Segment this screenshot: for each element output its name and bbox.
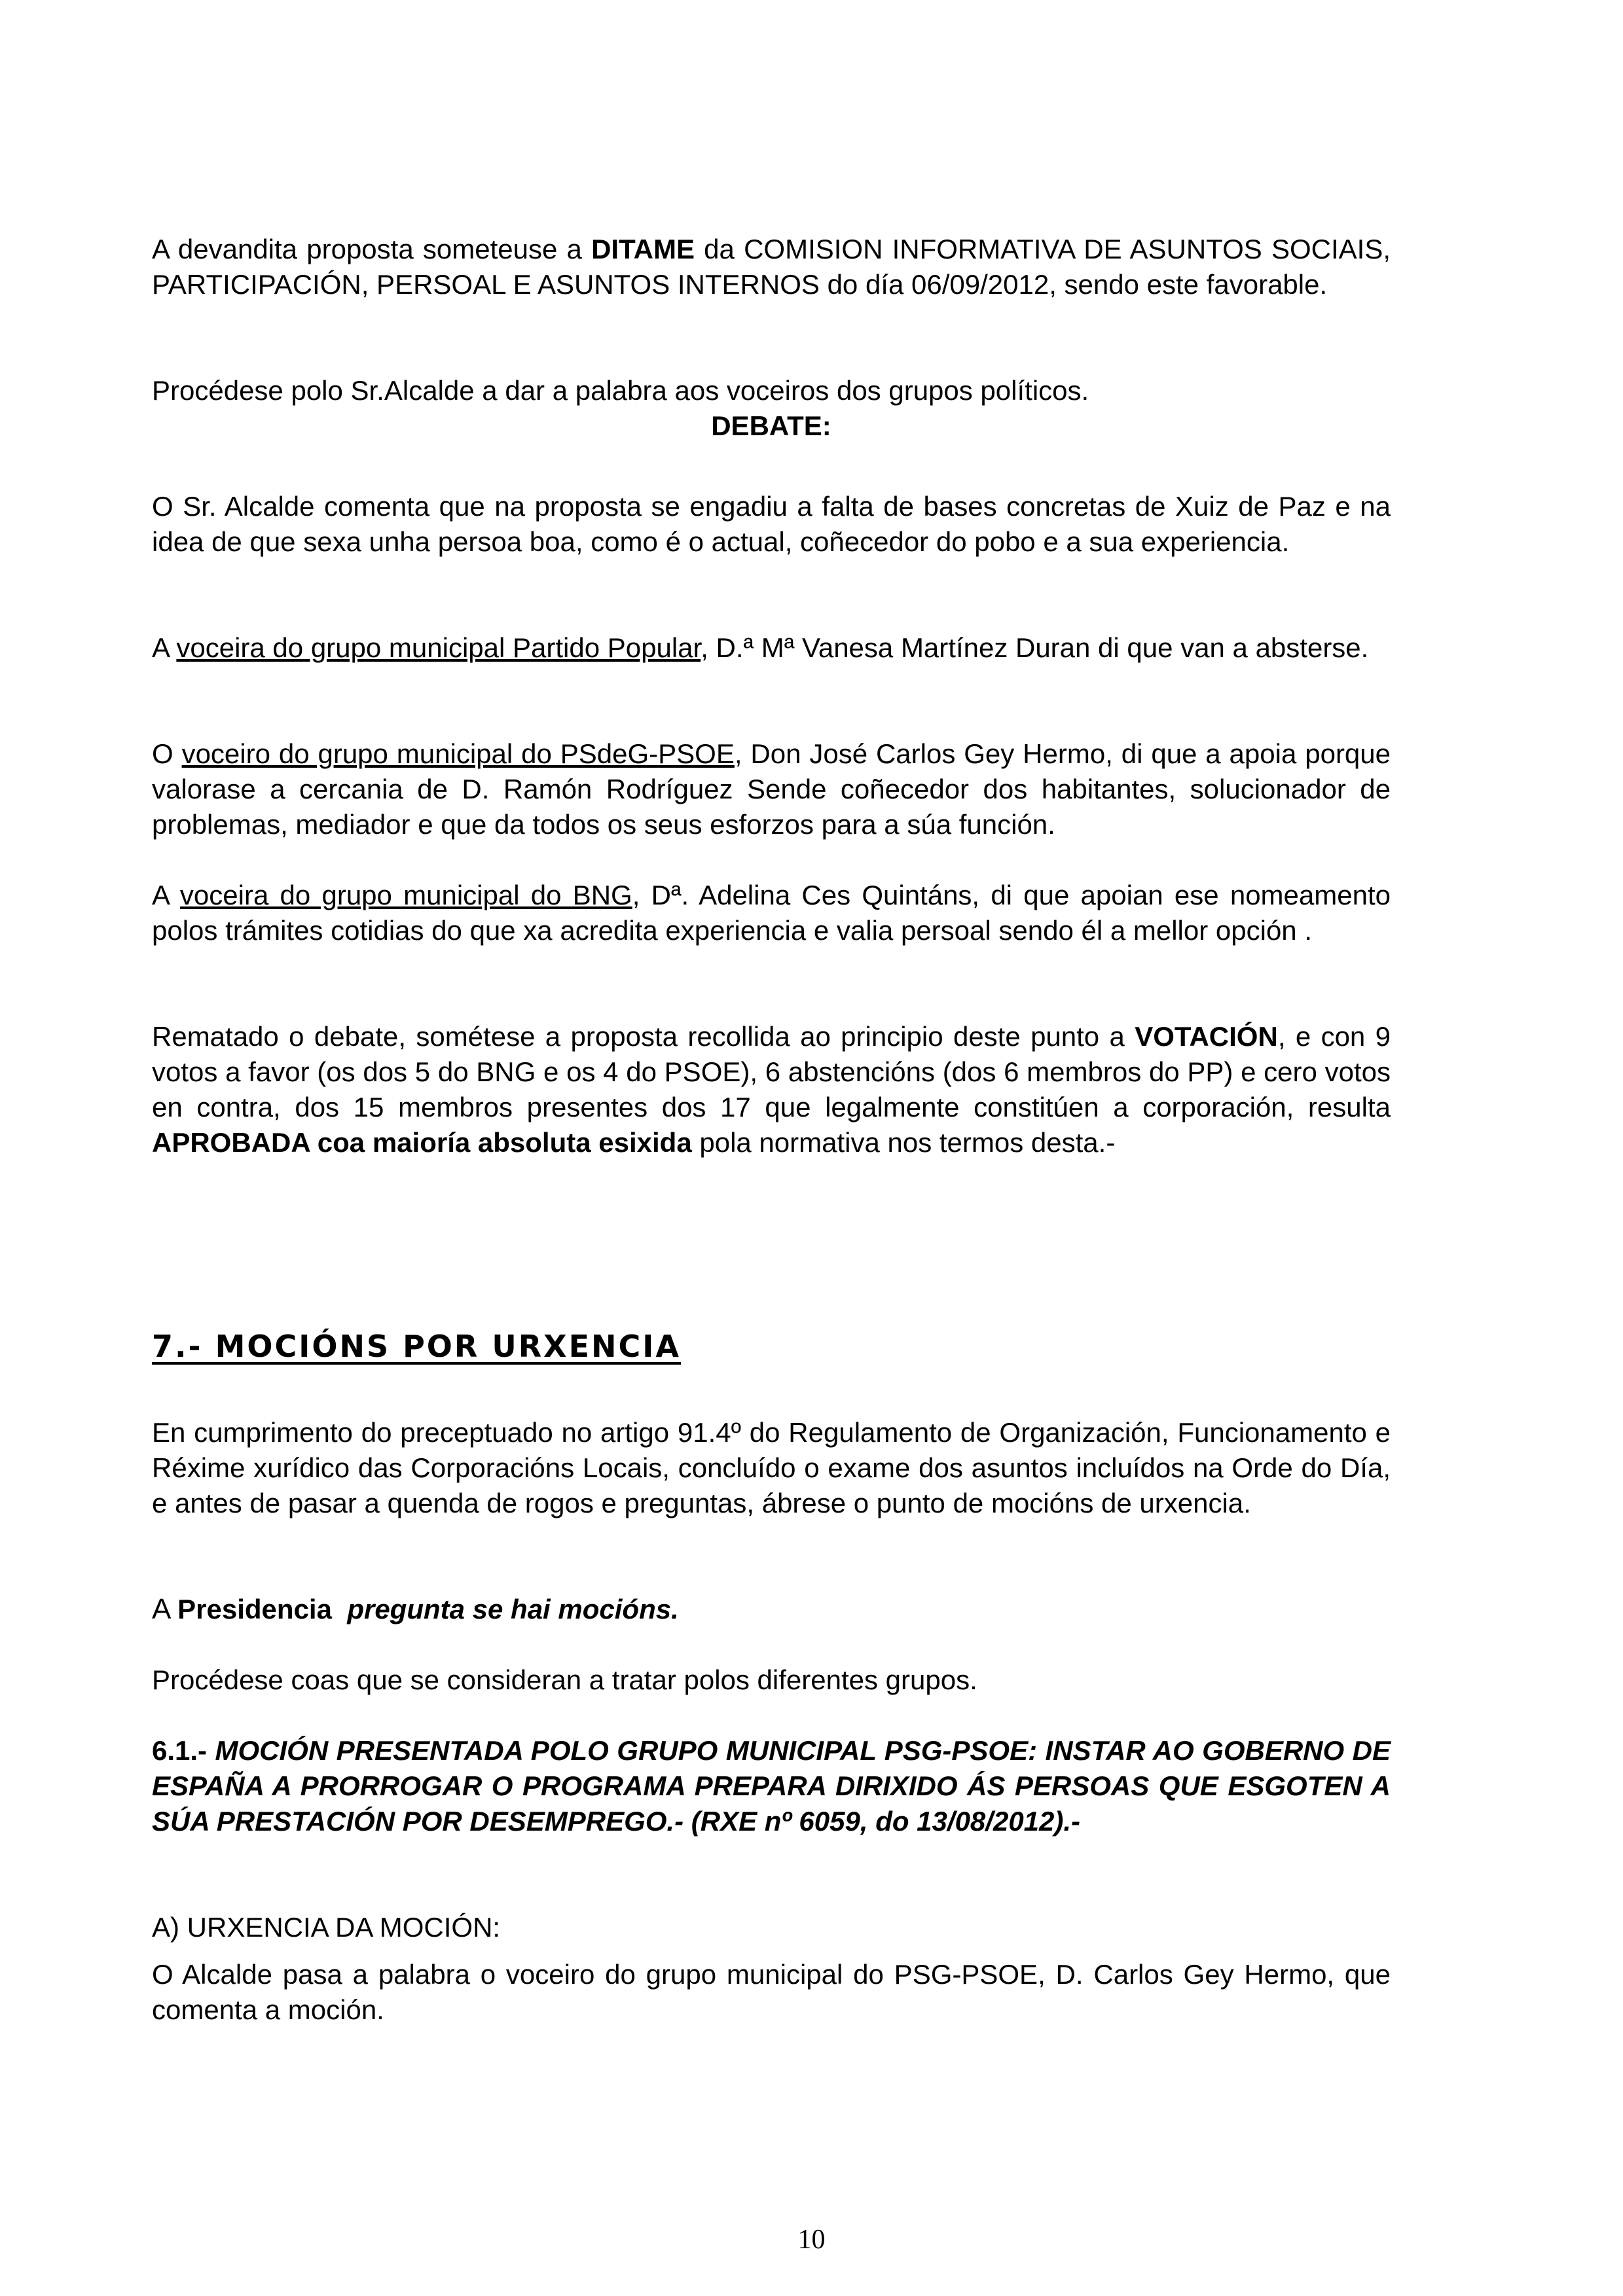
- section-heading: 7.- MOCIÓNS POR URXENCIA: [152, 1329, 681, 1364]
- paragraph-procedese: Procédese polo Sr.Alcalde a dar a palabra aos voceiros dos grupos políticos.: [152, 375, 1089, 406]
- text: , e con 9 votos a favor (os dos 5 do BNG e os 4 do PSOE), 6 abstencións (dos 6 membros do PP) e cero votos en contra, dos 15 membros presentes dos 17 que legalmente constitúen a corporación, resulta: [152, 1021, 1391, 1122]
- paragraph-psoe: [152, 736, 1391, 842]
- underlined-text: voceiro do grupo municipal do PSdeG-PSOE: [181, 738, 735, 769]
- bold-text: APROBADA coa maioría absoluta esixida: [152, 1127, 692, 1158]
- text: , D.ª Mª Vanesa Martínez Duran di que van a absterse.: [701, 632, 1369, 663]
- text: A: [152, 880, 180, 910]
- page-number: 10: [797, 2225, 826, 2255]
- motion-number: 6.1.-: [152, 1735, 215, 1766]
- text: , Dª. Adelina Ces Quintáns, di que apoian ese nomeamento polos trámites cotidias do que xa acredita experiencia e valia persoal sendo él a mellor opción .: [152, 880, 1391, 946]
- text: A: [152, 632, 177, 663]
- paragraph-pp: [152, 630, 1391, 666]
- text: A: [152, 1593, 178, 1625]
- paragraph-cumprimento: En cumprimento do preceptuado no artigo 91.4º do Regulamento de Organización, Funcionamento e Réxime xurídico das Corporacións Locais, concluído o exame dos asuntos incluídos na Orde do Día, e antes de pasar a quenda de rogos e preguntas, ábrese o punto de mocións de urxencia.: [152, 1417, 1391, 1518]
- text: , Don José Carlos Gey Hermo, di que a apoia porque valorase a cercania de D. Ramón Rodríguez Sende coñecedor dos habitantes, solucionador de problemas, mediador e que da todos os seus esforzos para a súa función.: [152, 738, 1391, 840]
- underlined-text: voceira do grupo municipal Partido Popular: [176, 632, 701, 663]
- paragraph-presidencia: [152, 1592, 1391, 1627]
- text: Rematado o debate, sométese a proposta recollida ao principio deste punto a: [152, 1021, 1135, 1052]
- paragraph-alcalde: O Sr. Alcalde comenta que na proposta se engadiu a falta de bases concretas de Xuiz de Paz e na idea de que sexa unha persoa boa, como é o actual, coñecedor do pobo e a sua experiencia.: [152, 491, 1391, 557]
- motion-title-text: MOCIÓN PRESENTADA POLO GRUPO MUNICIPAL PSG-PSOE: INSTAR AO GOBERNO DE ESPAÑA A PRORROGAR O PROGRAMA PREPARA DIRIXIDO ÁS PERSOAS QUE ESGOTEN A SÚA PRESTACIÓN POR DESEMPREGO.- (RXE nº 6059, do 13/08/2012).-: [152, 1735, 1391, 1837]
- text: A devandita proposta someteuse a: [152, 234, 592, 264]
- bold-text: DITAME: [591, 234, 695, 264]
- paragraph-urxencia: A) URXENCIA DA MOCIÓN:: [152, 1912, 501, 1943]
- text: da COMISION INFORMATIVA DE ASUNTOS SOCIAIS, PARTICIPACIÓN, PERSOAL E ASUNTOS INTERNOS do día 06/09/2012, sendo este favorable.: [152, 234, 1391, 300]
- bold-text: Presidencia: [177, 1594, 332, 1624]
- paragraph-voceiro: O Alcalde pasa a palabra o voceiro do grupo municipal do PSG-PSOE, D. Carlos Gey Hermo, que comenta a moción.: [152, 1959, 1391, 2025]
- debate-heading: DEBATE:: [711, 410, 831, 441]
- motion-title: [152, 1733, 1391, 1839]
- paragraph-votacion: [152, 1019, 1391, 1160]
- bold-italic-text: pregunta se hai mocións.: [347, 1594, 679, 1624]
- text: O: [152, 738, 182, 769]
- paragraph-bng: [152, 878, 1391, 948]
- text: pola normativa nos termos desta.-: [691, 1127, 1116, 1158]
- underlined-text: voceira do grupo municipal do BNG: [179, 880, 632, 910]
- paragraph-ditame: [152, 232, 1391, 302]
- paragraph-grupos: Procédese coas que se consideran a tratar polos diferentes grupos.: [152, 1664, 977, 1695]
- bold-text: VOTACIÓN: [1135, 1021, 1278, 1052]
